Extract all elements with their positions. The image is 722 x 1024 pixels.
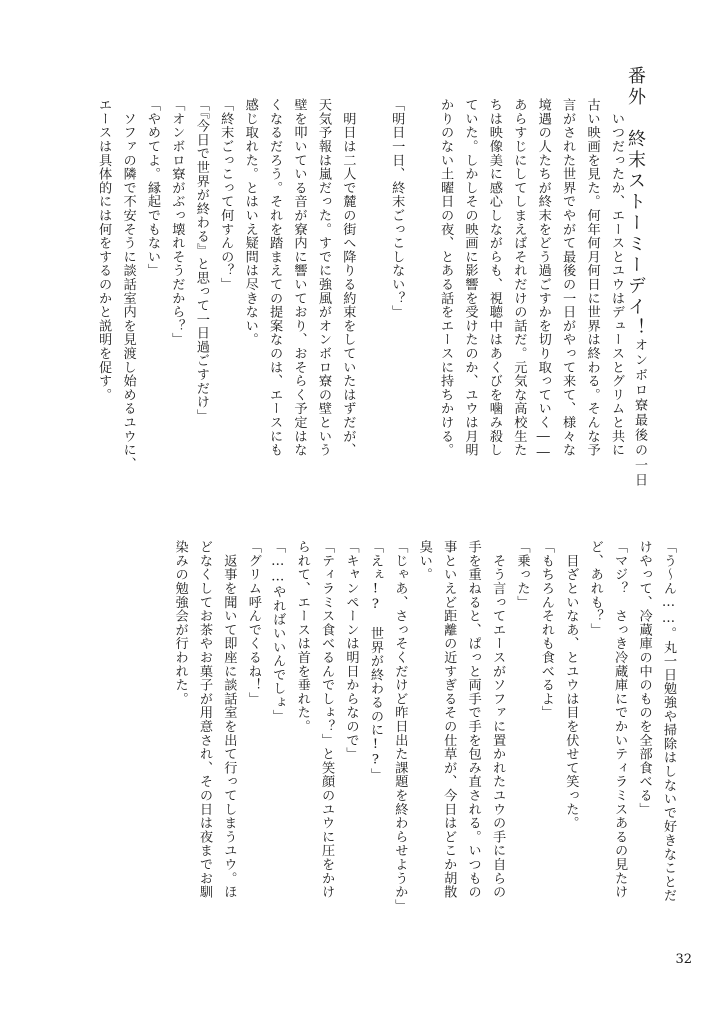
text-line: 「えぇ!? 世界が終わるのに!?」 (367, 540, 383, 782)
text-line: 「キャンペーンは明日からなので」 (343, 540, 359, 761)
text-line: 「……やればいいんでしょ」 (270, 540, 286, 723)
text-line: ちは映像美に感心しながらも、視聴中はあくびを噛み殺し (486, 98, 502, 457)
text-line: 「グリム呼んでくるね！」 (245, 540, 261, 706)
page-number: 32 (675, 952, 692, 967)
text-line: 感じ取れた。とはいえ疑問は尽きない。 (242, 98, 258, 347)
text-line: 壁を叩いている音が寮内に響いており、おそらく予定はな (291, 98, 307, 457)
chapter-subtitle: オンボロ寮最後の一日 (632, 338, 647, 488)
text-line: ていた。しかしその映画に影響を受けたのか、ユウは月明 (462, 98, 478, 457)
text-line: エースは具体的には何をするのかと説明を促す。 (96, 98, 112, 402)
text-line: 「終末ごっこって何すんの？」 (218, 98, 234, 292)
text-block-bottom (167, 540, 680, 913)
text-line: ソファの隣で不安そうに談話室内を見渡し始めるユウに、 (120, 98, 136, 471)
text-line: 「オンボロ寮がぶっ壊れそうだから？」 (169, 98, 185, 347)
text-line: 返事を聞いて即座に談話室を出て行ってしまうユウ。ほ (221, 540, 237, 899)
text-line: 「やめてよ。縁起でもない」 (144, 98, 160, 278)
text-line: かりのない土曜日の夜、とある話をエースに持ちかける。 (438, 98, 454, 457)
blank-line (359, 98, 383, 471)
text-line: 天気予報は嵐だった。すでに強風がオンボロ寮の壁という (315, 98, 331, 457)
text-line: どなくしてお茶やお菓子が用意され、その日は夜までお馴 (196, 540, 212, 899)
text-block-top (91, 98, 628, 471)
text-line: 「もちろんそれも食べるよ」 (538, 540, 554, 720)
text-line: 「マジ？ さっき冷蔵庫にでかいティラミスあるの見たけ (612, 540, 628, 899)
text-line: 境遇の人たちが終末をどう過ごすかを切り取っていく―― (535, 98, 551, 461)
text-line: けやって、冷蔵庫の中のものを全部食べる」 (636, 540, 652, 816)
text-line: 染みの勉強会が行われた。 (172, 540, 188, 706)
text-line: 臭い。 (416, 540, 432, 582)
text-line: 目ざといなあ、とユウは目を伏せて笑った。 (563, 540, 579, 830)
text-line: いつだったか、エースとユウはデュースとグリムと共に (609, 98, 624, 457)
text-line: 「う～ん……。丸一日勉強や掃除はしないで好きなことだ (661, 540, 676, 903)
blank-line (408, 98, 432, 471)
text-line: 「ティラミス食べるんでしょ？」と笑顔のユウに圧をかけ (319, 540, 335, 899)
text-line: あらすじにしてしまえばそれだけの話だ。元気な高校生た (511, 98, 527, 457)
text-line: 「じゃあ、さっそくだけど昨日出た課題を終わらせようか」 (392, 540, 408, 913)
text-line: くなるだろう。それを踏まえての提案なのは、エースにも (267, 98, 283, 457)
text-line: 「『今日で世界が終わる』と思って一日過ごすだけ」 (193, 98, 209, 423)
text-line: 古い映画を見た。何年何月何日に世界は終わる。そんな予 (584, 98, 600, 457)
text-line: 事といえど距離の近すぎるその仕草が、今日はどこか胡散 (441, 540, 457, 899)
text-line: 「乗った」 (514, 540, 530, 609)
text-line: 「明日一日、終末ごっこしない？」 (389, 98, 405, 319)
text-line: 明日は二人で麓の街へ降りる約束をしていたはずだが、 (340, 98, 356, 457)
text-line: そう言ってエースがソファに置かれたユウの手に自らの (490, 540, 506, 899)
text-line: られて、エースは首を垂れた。 (294, 540, 310, 734)
text-line: 手を重ねると、ぱっと両手で手を包み直される。いつもの (465, 540, 481, 899)
text-line: ど、あれも？」 (587, 540, 603, 637)
text-line: 言がされた世界でやがて最後の一日がやって来て、様々な (560, 98, 576, 457)
chapter-title: 番外 終末ストーミーデイ！ (625, 66, 646, 339)
